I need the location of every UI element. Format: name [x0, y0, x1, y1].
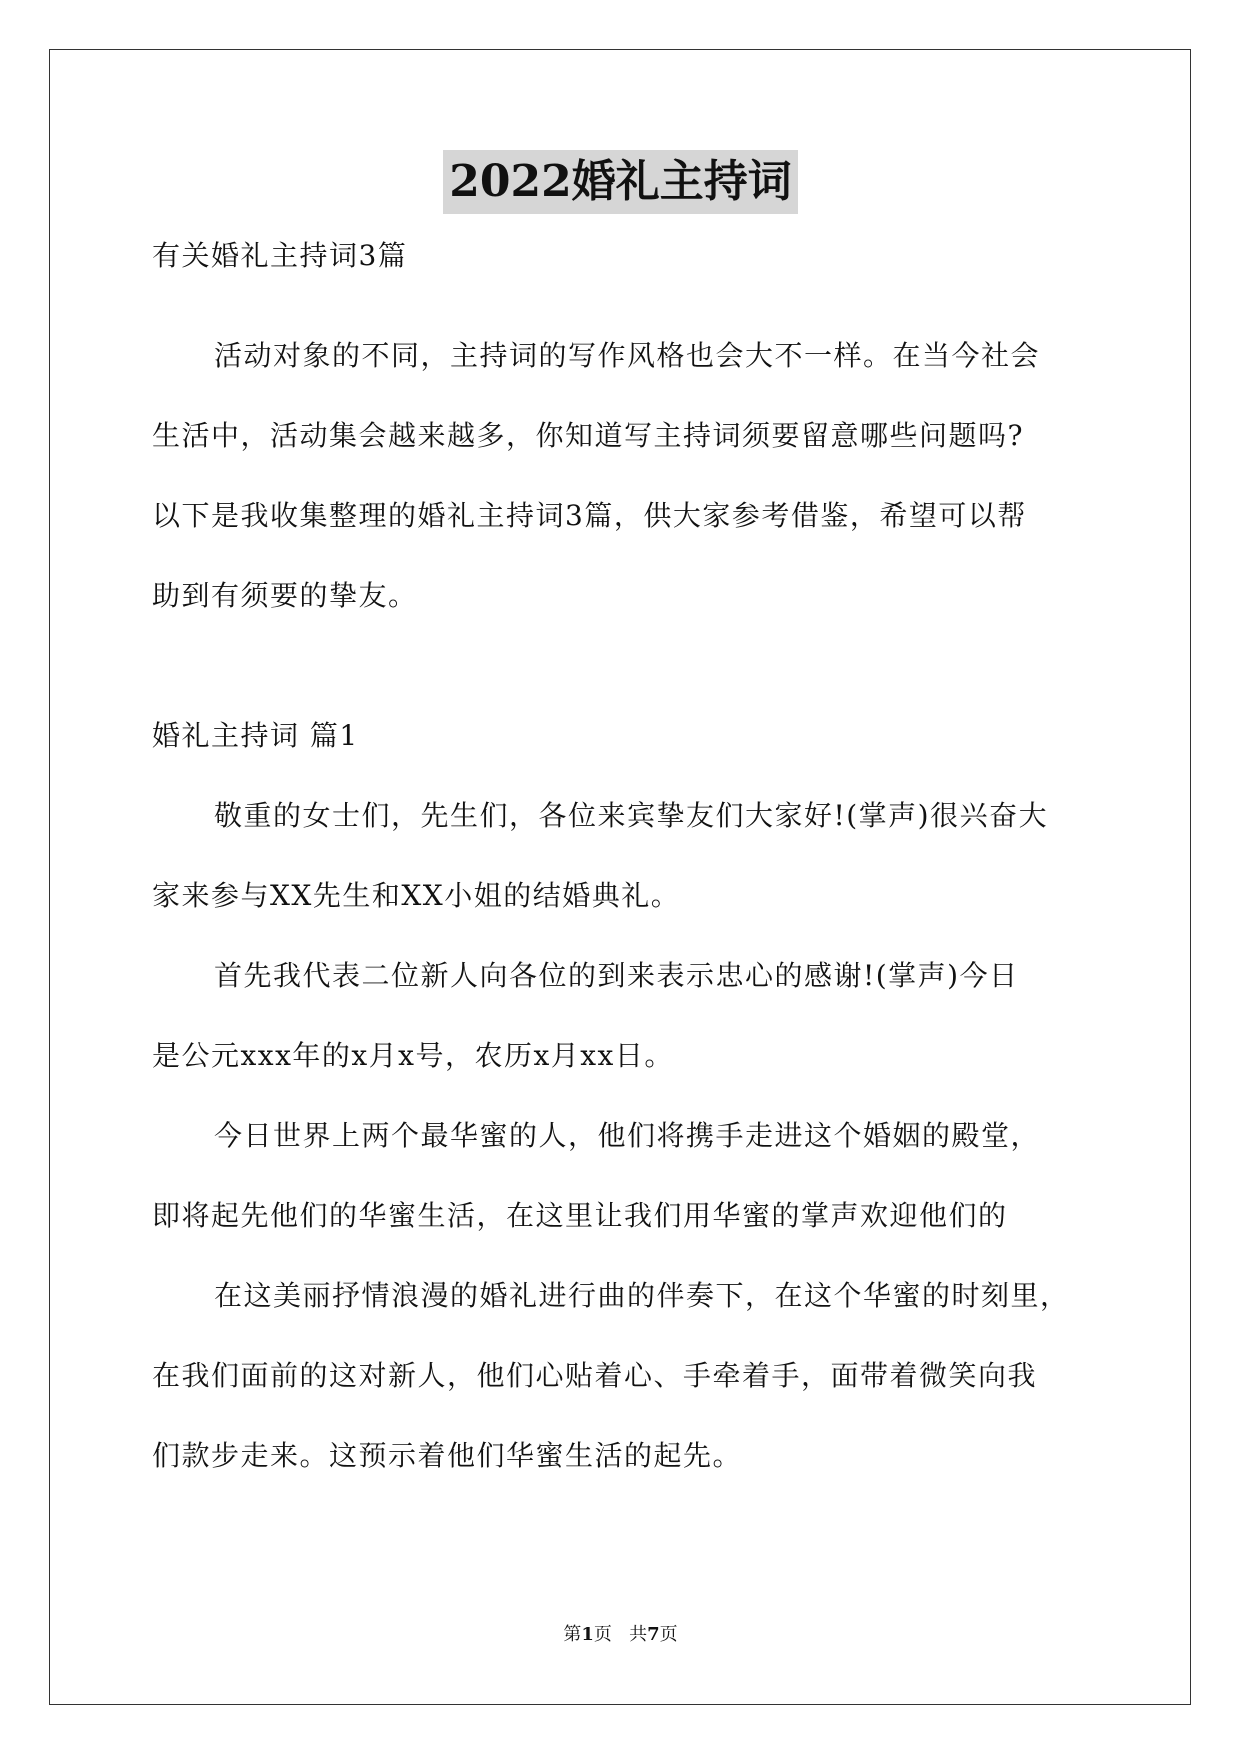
section-body	[152, 776, 1097, 1496]
section-line: 敬重的女士们，先生们，各位来宾挚友们大家好!(掌声)很兴奋大	[214, 799, 1049, 832]
section-line: 首先我代表二位新人向各位的到来表示忠心的感谢!(掌声)今日	[214, 959, 1019, 992]
section-heading: 婚礼主持词 篇1	[152, 719, 359, 752]
section-line: 是公元xxx年的x月x号，农历x月xx日。	[152, 1039, 674, 1072]
intro-line: 以下是我收集整理的婚礼主持词3篇，供大家参考借鉴，希望可以帮	[152, 499, 1027, 532]
section-line: 在我们面前的这对新人，他们心贴着心、手牵着手，面带着微笑向我	[152, 1359, 1038, 1392]
document-subtitle: 有关婚礼主持词3篇	[152, 239, 408, 272]
intro-line: 活动对象的不同，主持词的写作风格也会大不一样。在当今社会	[214, 339, 1041, 372]
document-body	[152, 236, 1097, 1496]
section-line: 即将起先他们的华蜜生活，在这里让我们用华蜜的掌声欢迎他们的	[152, 1199, 1008, 1232]
intro-line: 助到有须要的挚友。	[152, 579, 418, 612]
footer-page-number: 1	[581, 1624, 594, 1645]
title-container	[0, 150, 1241, 214]
footer-total-suffix: 页	[659, 1624, 678, 1645]
section-line: 今日世界上两个最华蜜的人，他们将携手走进这个婚姻的殿堂，	[214, 1119, 1041, 1152]
document-title: 2022婚礼主持词	[443, 150, 797, 214]
section-line: 在这美丽抒情浪漫的婚礼进行曲的伴奏下，在这个华蜜的时刻里，	[214, 1279, 1070, 1312]
footer-total-prefix: 共	[629, 1624, 648, 1645]
footer-total-pages: 7	[647, 1624, 660, 1645]
section-line: 家来参与XX先生和XX小姐的结婚典礼。	[152, 879, 681, 912]
footer-page-suffix: 页	[593, 1624, 612, 1645]
footer-page-prefix: 第	[563, 1624, 582, 1645]
intro-line: 生活中，活动集会越来越多，你知道写主持词须要留意哪些问题吗?	[152, 419, 1025, 452]
page-footer	[0, 1623, 1241, 1647]
section-line: 们款步走来。这预示着他们华蜜生活的起先。	[152, 1439, 743, 1472]
intro-paragraph	[152, 316, 1097, 636]
